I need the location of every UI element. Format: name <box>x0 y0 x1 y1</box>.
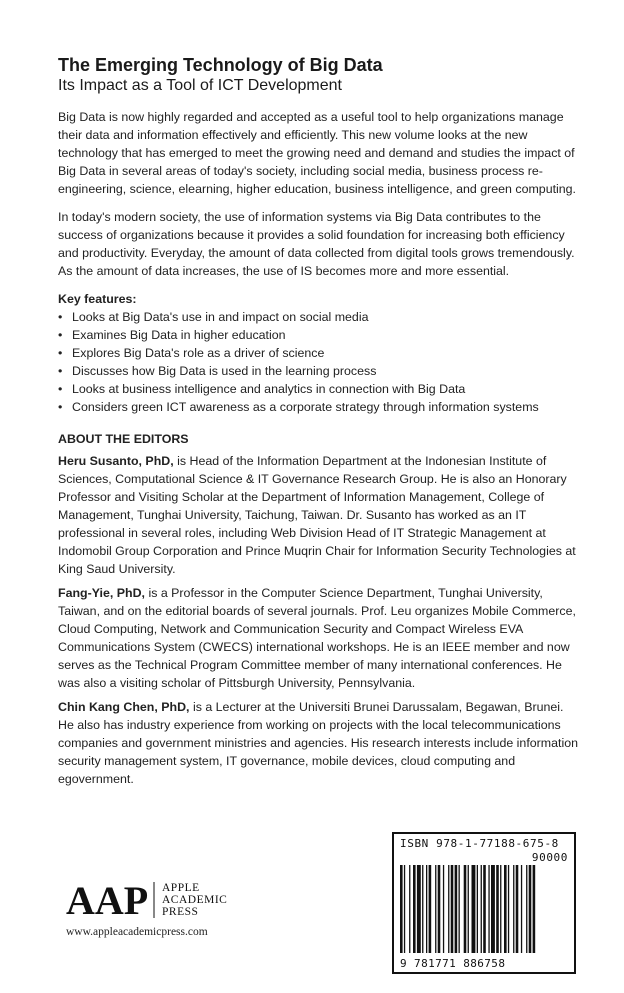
feature-item: • Looks at Big Data's use in and impact on social media <box>58 310 369 324</box>
feature-item: • Considers green ICT awareness as a corporate strategy through information systems <box>58 400 539 414</box>
bullet-icon: • <box>58 382 63 396</box>
about-editors-heading: ABOUT THE EDITORS <box>58 432 189 446</box>
isbn-barcode <box>392 832 576 974</box>
bullet-icon: • <box>58 328 63 342</box>
feature-item: • Explores Big Data's role as a driver of science <box>58 346 325 360</box>
editor-bio-1: Heru Susanto, PhD, is Head of the Information Department at the Indonesian Institute of Sciences, Computational Science & IT Governance Research Group. He is also an Honorary Professor and Visiting Scholar at the Department of Information Management, College of Management, Tunghai University, Taichung, Taiwan. Dr. Susanto has worked as an IT professional in several roles, including Web Division Head of IT Strategic Management at Indomobil Group Corporation and Prince Muqrin Chair for Information Security Technologies at King Saud University. <box>58 454 576 576</box>
key-features-list <box>58 308 578 416</box>
isbn-number: ISBN 978-1-77188-675-8 <box>400 837 559 850</box>
editor-name: Heru Susanto, PhD, <box>58 454 174 468</box>
editor-name: Chin Kang Chen, PhD, <box>58 700 190 714</box>
cover-text <box>58 54 578 794</box>
editor-name: Fang-Yie, PhD, <box>58 586 145 600</box>
bullet-icon: • <box>58 346 63 360</box>
feature-item: • Discusses how Big Data is used in the learning process <box>58 364 377 378</box>
publisher-logo <box>66 880 266 960</box>
barcode-digits: 9 781771 886758 <box>400 957 506 970</box>
bullet-icon: • <box>58 400 63 414</box>
key-features-heading: Key features: <box>58 292 137 306</box>
logo-letters: AAP <box>66 880 149 920</box>
bullet-icon: • <box>58 310 63 324</box>
description-paragraph-2: In today's modern society, the use of information systems via Big Data contributes to the success of organizations because it provides a solid foundation for increasing both efficiency and productivity. Everyday, the amount of data collected from digital tools grows tremendously. As the amount of data increases, the use of IS becomes more and more essential. <box>58 210 575 278</box>
bullet-icon: • <box>58 364 63 378</box>
feature-item: • Looks at business intelligence and analytics in connection with Big Data <box>58 382 466 396</box>
aap-logo-icon <box>66 880 158 920</box>
publisher-url: www.appleacademicpress.com <box>66 926 208 938</box>
feature-item: • Examines Big Data in higher education <box>58 328 286 342</box>
book-subtitle: Its Impact as a Tool of ICT Development <box>58 77 342 94</box>
price-code: 90000 <box>531 851 568 864</box>
barcode-bars-icon <box>400 865 570 955</box>
publisher-name: APPLE ACADEMIC PRESS <box>162 882 228 918</box>
editor-bio-3: Chin Kang Chen, PhD, is a Lecturer at the Universiti Brunei Darussalam, Begawan, Brunei. He also has industry experience from working on projects with the local telecommunications companies and government ministries and agencies. His research interests include information security management system, IT governance, mobile devices, cloud computing and egovernment. <box>58 700 578 786</box>
book-title: The Emerging Technology of Big Data <box>58 55 383 75</box>
editor-bio-2: Fang-Yie, PhD, is a Professor in the Computer Science Department, Tunghai University, Taiwan, and on the editorial boards of several journals. Prof. Leu organizes Mobile Commerce, Cloud Computing, Network and Communication Security and Compact Wireless EVA Communications System (CWECS) international workshops. He is an IEEE member and now serves as the Technical Program Committee member of many international conferences. He was also a visiting scholar of Pittsburgh University, Pennsylvania. <box>58 586 576 690</box>
description-paragraph-1: Big Data is now highly regarded and accepted as a useful tool to help organizations manage their data and information effectively and efficiently. This new volume looks at the new technology that has emerged to meet the growing need and demand and studies the impact of Big Data in several areas of today's society, including social media, business process re-engineering, science, elearning, higher education, business intelligence, and green computing. <box>58 110 576 196</box>
